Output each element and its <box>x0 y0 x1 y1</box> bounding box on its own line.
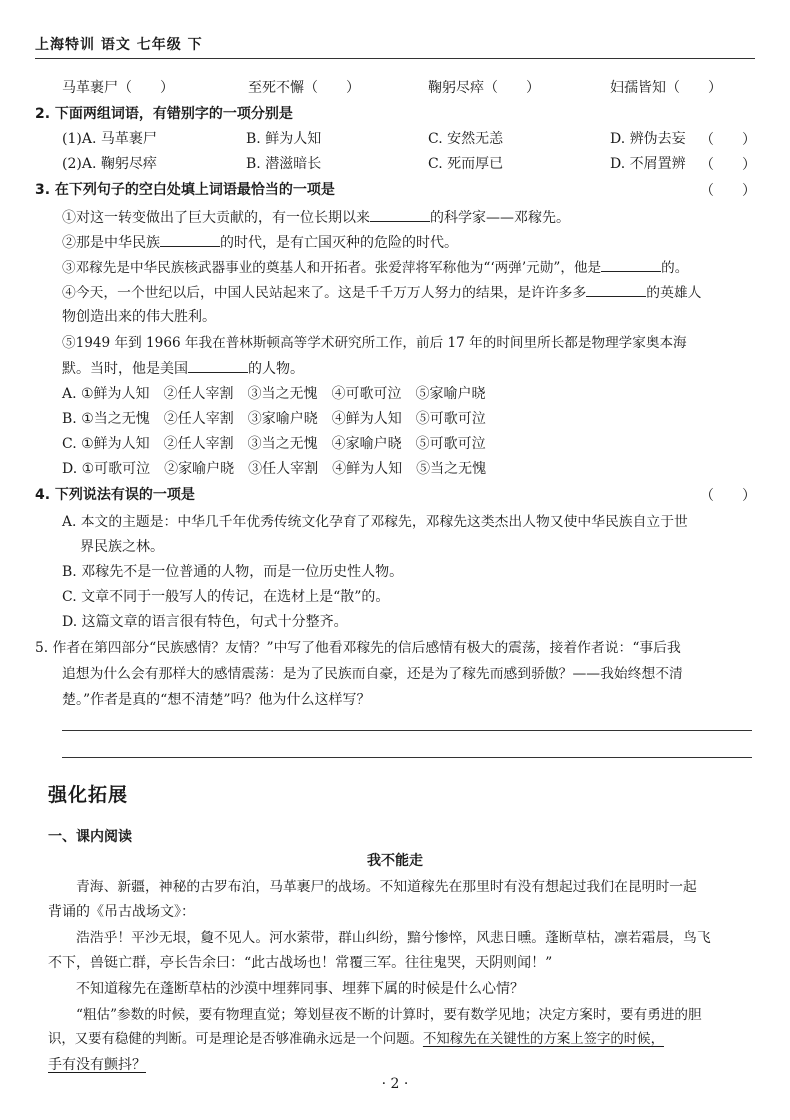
q4-option-a[interactable]: A. 本文的主题是：中华几千年优秀传统文化孕育了邓稼先，邓稼先这类杰出人物又使中华民族自立于世 <box>62 514 688 530</box>
q3-stem: 3. 在下列句子的空白处填上词语最恰当的一项是 <box>35 182 335 198</box>
q1-item-3: 鞠躬尽瘁（ ） <box>428 80 540 96</box>
answer-line-1[interactable] <box>62 730 752 731</box>
answer-line-2[interactable] <box>62 757 752 758</box>
page-number: · 2 · <box>381 1076 409 1092</box>
q4-option-b[interactable]: B. 邓稼先不是一位普通的人物，而是一位历史性人物。 <box>62 564 404 580</box>
article-p4: “粗估”参数的时候，要有物理直觉；筹划昼夜不断的计算时，要有数学见地；决定方案时，要有勇进的胆 <box>76 1007 702 1023</box>
q3-sentence-5-cont: 默。当时，他是美国 的人物。 <box>62 358 304 379</box>
q1-item-1: 马革裹尸（ ） <box>62 80 174 96</box>
q4-option-c[interactable]: C. 文章不同于一般写人的传记，在选材上是“散”的。 <box>62 589 390 605</box>
q2-row2-a: (2)A. 鞠躬尽瘁 <box>62 156 157 172</box>
q3-sentence-1: ①对这一转变做出了巨大贡献的，有一位长期以来 的科学家——邓稼先。 <box>62 207 570 228</box>
q2-answer-paren-2[interactable]: （ ） <box>700 157 756 173</box>
q3-blank-2[interactable] <box>160 232 220 247</box>
q2-row2-c: C. 死而厚已 <box>428 156 504 172</box>
q3-option-c[interactable]: C. ①鲜为人知 ②任人宰割 ③当之无愧 ④家喻户晓 ⑤可歌可泣 <box>62 436 486 452</box>
q3-answer-paren[interactable]: （ ） <box>700 183 756 199</box>
q4-stem: 4. 下列说法有误的一项是 <box>35 487 195 503</box>
article-p3: 不知道稼先在蓬断草枯的沙漠中埋葬同事、埋葬下属的时候是什么心情？ <box>76 981 524 997</box>
q2-row1-a: (1)A. 马革裹尸 <box>62 131 157 147</box>
article-p1: 青海、新疆，神秘的古罗布泊，马革裹尸的战场。不知道稼先在那里时有没有想起过我们在昆明时一起 <box>76 879 697 895</box>
q2-row1-b: B. 鲜为人知 <box>246 131 322 147</box>
section-title: 强化拓展 <box>48 784 129 806</box>
q5-line-3: 楚。”作者是真的“想不清楚”吗？他为什么这样写？ <box>62 692 371 708</box>
q4-answer-paren[interactable]: （ ） <box>700 488 756 504</box>
q3-sentence-2: ②那是中华民族 的时代，是有亡国灭种的危险的时代。 <box>62 232 458 253</box>
q5-line-1: 5. 作者在第四部分“民族感情？友情？”中写了他看邓稼先的信后感情有极大的震荡，接着作者说：“事后我 <box>35 640 681 656</box>
q5-line-2: 追想为什么会有那样大的感情震荡：是为了民族而自豪，还是为了稼先而感到骄傲？——我始终想不清 <box>62 666 683 682</box>
q2-row1-d: D. 辨伪去妄 <box>610 131 686 147</box>
q3-blank-5[interactable] <box>188 358 248 373</box>
article-p2: 浩浩乎！平沙无垠，敻不见人。河水萦带，群山纠纷，黯兮惨悴，风悲日曛。蓬断草枯，凛若霜晨，鸟飞 <box>76 930 711 946</box>
sub-title: 一、课内阅读 <box>48 829 132 845</box>
q4-option-d[interactable]: D. 这篇文章的语言很有特色，句式十分整齐。 <box>62 614 348 630</box>
q2-row2-d: D. 不屑置辨 <box>610 156 686 172</box>
q3-blank-3[interactable] <box>601 257 661 272</box>
q3-sentence-3: ③邓稼先是中华民族核武器事业的奠基人和开拓者。张爱萍将军称他为“‘两弹’元勋”，他是 的。 <box>62 257 688 278</box>
q2-answer-paren-1[interactable]: （ ） <box>700 132 756 148</box>
q1-item-4: 妇孺皆知（ ） <box>610 80 722 96</box>
q3-sentence-4-cont: 物创造出来的伟大胜利。 <box>62 309 216 325</box>
article-p4-end <box>48 1055 146 1075</box>
q3-option-a[interactable]: A. ①鲜为人知 ②任人宰割 ③当之无愧 ④可歌可泣 ⑤家喻户晓 <box>62 386 486 402</box>
underlined-sentence-end: 手有没有颤抖？ <box>48 1057 146 1073</box>
q2-stem: 2. 下面两组词语，有错别字的一项分别是 <box>35 106 293 122</box>
article-title: 我不能走 <box>367 853 423 869</box>
q2-row2-b: B. 潜滋暗长 <box>246 156 322 172</box>
article-p4-cont: 识，又要有稳健的判断。可是理论是否够准确永远是一个问题。不知稼先在关键性的方案上签字的时候， <box>48 1032 664 1047</box>
q3-blank-1[interactable] <box>370 207 430 222</box>
q1-item-2: 至死不懈（ ） <box>248 80 360 96</box>
header-rule <box>35 58 755 59</box>
underlined-sentence: 不知稼先在关键性的方案上签字的时候， <box>422 1032 664 1047</box>
q3-sentence-5: ⑤1949 年到 1966 年我在普林斯顿高等学术研究所工作，前后 17 年的时间里所长都是物理学家奥本海 <box>62 335 687 351</box>
q4-option-a-cont: 界民族之林。 <box>80 539 164 555</box>
q3-option-b[interactable]: B. ①当之无愧 ②任人宰割 ③家喻户晓 ④鲜为人知 ⑤可歌可泣 <box>62 411 486 427</box>
q3-option-d[interactable]: D. ①可歌可泣 ②家喻户晓 ③任人宰割 ④鲜为人知 ⑤当之无愧 <box>62 461 487 477</box>
q3-sentence-4: ④今天，一个世纪以后，中国人民站起来了。这是千千万万人努力的结果，是许许多多 的英雄人 <box>62 282 701 303</box>
article-p2-cont: 不下，兽铤亡群，亭长告余曰：“此古战场也！常覆三军。往往鬼哭，天阴则闻！” <box>48 955 553 971</box>
q2-row1-c: C. 安然无恙 <box>428 131 504 147</box>
q3-blank-4[interactable] <box>586 282 646 297</box>
article-p1-cont: 背诵的《吊古战场文》： <box>48 904 195 920</box>
header-title: 上海特训 语文 七年级 下 <box>35 37 203 53</box>
